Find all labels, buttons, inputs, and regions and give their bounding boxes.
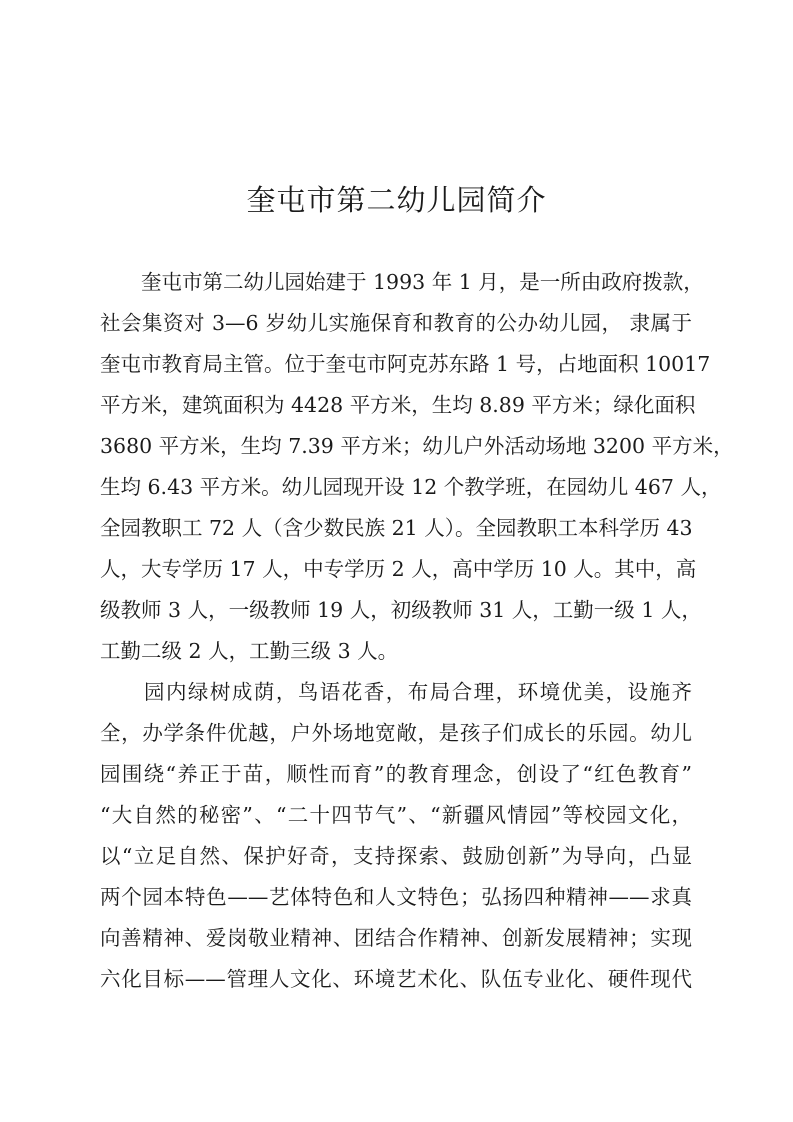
document-body — [100, 262, 734, 1000]
paragraph-line: 奎屯市第二幼儿园始建于 1993 年 1 月，是一所由政府拨款， — [100, 270, 704, 294]
paragraph-line: 六化目标——管理人文化、环境艺术化、队伍专业化、硬件现代 — [100, 967, 692, 991]
paragraph-line: 3680 平方米，生均 7.39 平方米；幼儿户外活动场地 3200 平方米， — [100, 434, 734, 458]
paragraph-line: 全，办学条件优越，户外场地宽敞，是孩子们成长的乐园。幼儿 — [100, 721, 692, 745]
paragraph-line: “大自然的秘密”、“二十四节气”、“新疆风情园”等校园文化， — [100, 803, 692, 827]
paragraph-line: 奎屯市教育局主管。位于奎屯市阿克苏东路 1 号，占地面积 10017 — [100, 352, 711, 376]
paragraph-line: 社会集资对 3—6 岁幼儿实施保育和教育的公办幼儿园， 隶属于 — [100, 311, 692, 335]
paragraph-line: 园围绕“养正于苗，顺性而育”的教育理念，创设了“红色教育” — [100, 762, 692, 786]
paragraph-line: 工勤二级 2 人，工勤三级 3 人。 — [100, 639, 399, 663]
paragraph-line: 平方米，建筑面积为 4428 平方米，生均 8.89 平方米；绿化面积 — [100, 393, 696, 417]
paragraph-line: 生均 6.43 平方米。幼儿园现开设 12 个教学班，在园幼儿 467 人， — [100, 475, 722, 499]
paragraph-line: 全园教职工 72 人（含少数民族 21 人）。全园教职工本科学历 43 — [100, 516, 693, 540]
paragraph-line: 以“立足自然、保护好奇，支持探索、鼓励创新”为导向，凸显 — [100, 844, 692, 868]
paragraph-line: 级教师 3 人，一级教师 19 人，初级教师 31 人，工勤一级 1 人， — [100, 598, 702, 622]
document-title: 奎屯市第二幼儿园简介 — [246, 183, 547, 217]
paragraph-line: 人，大专学历 17 人，中专学历 2 人，高中学历 10 人。其中，高 — [100, 557, 697, 581]
paragraph-line: 向善精神、爱岗敬业精神、团结合作精神、创新发展精神；实现 — [100, 926, 692, 950]
paragraph-line: 园内绿树成荫，鸟语花香，布局合理，环境优美，设施齐 — [100, 680, 692, 704]
paragraph-line: 两个园本特色——艺体特色和人文特色；弘扬四种精神——求真 — [100, 885, 692, 909]
